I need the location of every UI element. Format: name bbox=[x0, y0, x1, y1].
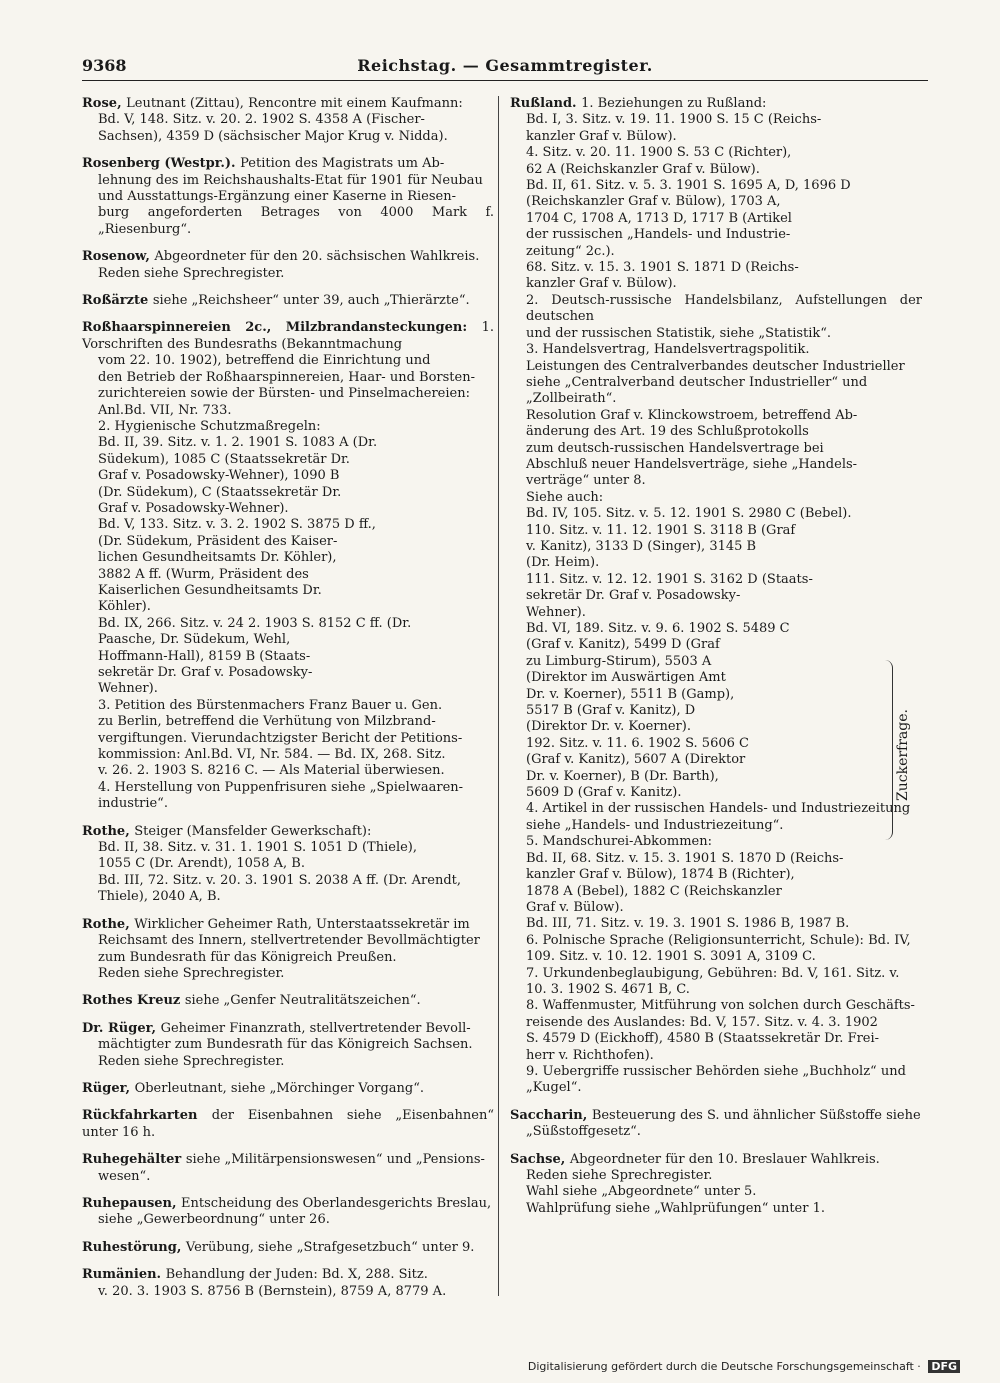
entry-line: zu Berlin, betreffend die Verhütung von Milzbrand- bbox=[98, 714, 436, 730]
entry-line: kanzler Graf v. Bülow). bbox=[526, 128, 677, 144]
entry-line: Rosenberg (Westpr.). Petition des Magistrats um Ab- bbox=[82, 156, 445, 172]
entry-line: lichen Gesundheitsamts Dr. Köhler), bbox=[98, 550, 337, 566]
entry-line: 8. Waffenmuster, Mitführung von solchen durch Geschäfts- bbox=[526, 998, 915, 1014]
entry-line: Rosenow, Abgeordneter für den 20. sächsischen Wahlkreis. bbox=[82, 249, 480, 265]
entry-line: Reden siehe Sprechregister. bbox=[98, 265, 285, 281]
entry-line: Bd. II, 39. Sitz. v. 1. 2. 1901 S. 1083 A (Dr. bbox=[98, 435, 378, 451]
entry-line: verträge“ unter 8. bbox=[526, 473, 646, 489]
entry-line: 2. Deutsch-russische Handelsbilanz, Aufstellungen der deutschen bbox=[526, 292, 922, 325]
entry-line: Wehner). bbox=[526, 604, 586, 620]
entry-line: zu Limburg-Stirum), 5503 A bbox=[526, 653, 712, 669]
entry-line: Rothe, Wirklicher Geheimer Rath, Unterstaatssekretär im bbox=[82, 916, 470, 932]
dfg-logo: DFG bbox=[928, 1360, 960, 1373]
entry-line: den Betrieb der Roßhaarspinnereien, Haar- und Borsten- bbox=[98, 369, 475, 385]
entry-line: Hoffmann-Hall), 8159 B (Staats- bbox=[98, 648, 311, 664]
entry-line: Graf v. Posadowsky-Wehner). bbox=[98, 500, 289, 516]
entry-line: v. Kanitz), 3133 D (Singer), 3145 B bbox=[526, 538, 757, 554]
entry-head: Roßärzte bbox=[82, 293, 153, 309]
entry-line: 2. Hygienische Schutzmaßregeln: bbox=[98, 418, 321, 434]
index-entry bbox=[82, 1081, 494, 1097]
brace-bracket bbox=[882, 660, 893, 840]
entry-line: 4. Herstellung von Puppenfrisuren siehe „Spielwaaren- bbox=[98, 779, 464, 795]
entry-line: Südekum), 1085 C (Staatssekretär Dr. bbox=[98, 451, 350, 467]
entry-line: 192. Sitz. v. 11. 6. 1902 S. 5606 C bbox=[526, 735, 749, 751]
entry-line: v. 20. 3. 1903 S. 8756 B (Bernstein), 8759 A, 8779 A. bbox=[98, 1283, 447, 1299]
entry-line: „Zollbeirath“. bbox=[526, 391, 617, 407]
entry-line: 111. Sitz. v. 12. 12. 1901 S. 3162 D (Staats- bbox=[526, 571, 813, 587]
entry-line: burg angeforderten Betrages von 4000 Mark f. „Riesenburg“. bbox=[98, 205, 494, 237]
entry-line: wesen“. bbox=[98, 1168, 151, 1184]
entry-line: mächtigter zum Bundesrath für das Königreich Sachsen. bbox=[98, 1037, 473, 1053]
entry-line: Bd. VI, 189. Sitz. v. 9. 6. 1902 S. 5489 C bbox=[526, 621, 790, 636]
entry-line: 1704 C, 1708 A, 1713 D, 1717 B (Artikel bbox=[526, 210, 792, 226]
entry-line: 68. Sitz. v. 15. 3. 1901 S. 1871 D (Reichs- bbox=[526, 260, 799, 276]
entry-head: Saccharin, bbox=[510, 1107, 592, 1123]
entry-line: 5. Mandschurei-Abkommen: bbox=[526, 834, 712, 850]
index-entry bbox=[510, 1152, 922, 1218]
entry-line: Rothe, Steiger (Mansfelder Gewerkschaft): bbox=[82, 823, 372, 839]
entry-line: kanzler Graf v. Bülow), 1874 B (Richter), bbox=[526, 867, 795, 883]
index-entry bbox=[82, 1267, 494, 1300]
entry-line: 62 A (Reichskanzler Graf v. Bülow). bbox=[526, 161, 760, 177]
entry-head: Rußland. bbox=[510, 96, 582, 111]
entry-line: Resolution Graf v. Klinckowstroem, betreffend Ab- bbox=[526, 407, 858, 423]
index-entry bbox=[82, 1108, 494, 1141]
entry-line: Roßärzte siehe „Reichsheer“ unter 39, auch „Thierärzte“. bbox=[82, 293, 470, 309]
index-entry bbox=[82, 156, 494, 238]
entry-line: Dr. v. Koerner), B (Dr. Barth), bbox=[526, 768, 719, 784]
entry-line: Bd. I, 3. Sitz. v. 19. 11. 1900 S. 15 C (Reichs- bbox=[526, 112, 822, 128]
index-entry bbox=[510, 96, 922, 1097]
entry-line: 4. Artikel in der russischen Handels- und Industriezeitung bbox=[526, 801, 911, 817]
index-entry bbox=[510, 1108, 922, 1141]
entry-line: Thiele), 2040 A, B. bbox=[98, 889, 221, 905]
entry-line: Graf v. Posadowsky-Wehner), 1090 B bbox=[98, 468, 340, 484]
index-entry bbox=[82, 96, 494, 145]
index-entry bbox=[82, 293, 494, 309]
entry-line: 3882 A ff. (Wurm, Präsident des bbox=[98, 566, 309, 582]
entry-line: (Graf v. Kanitz), 5607 A (Direktor bbox=[526, 752, 746, 768]
entry-line: 6. Polnische Sprache (Religionsunterricht, Schule): Bd. IV, bbox=[526, 932, 911, 948]
index-entry bbox=[82, 1196, 494, 1229]
entry-head: Rosenberg (Westpr.). bbox=[82, 156, 241, 172]
entry-line: Siehe auch: bbox=[526, 489, 604, 505]
entry-line: siehe „Gewerbeordnung“ unter 26. bbox=[98, 1212, 330, 1228]
entry-line: Rumänien. Behandlung der Juden: Bd. X, 288. Sitz. bbox=[82, 1267, 428, 1283]
entry-line: der russischen „Handels- und Industrie- bbox=[526, 227, 791, 243]
entry-line: S. 4579 D (Eickhoff), 4580 B (Staatssekretär Dr. Frei- bbox=[526, 1031, 880, 1047]
entry-head: Rose, bbox=[82, 96, 127, 111]
column-divider bbox=[498, 96, 499, 1296]
entry-line: Reichsamt des Innern, stellvertretender Bevollmächtigter bbox=[98, 933, 480, 949]
entry-line: Kaiserlichen Gesundheitsamts Dr. bbox=[98, 582, 322, 598]
page-number: 9368 bbox=[82, 56, 127, 75]
entry-line: kommission: Anl.Bd. VI, Nr. 584. — Bd. IX, 268. Sitz. bbox=[98, 747, 446, 763]
entry-line: änderung des Art. 19 des Schlußprotokolls bbox=[526, 424, 809, 440]
entry-line: 3. Handelsvertrag, Handelsvertragspolitik. bbox=[526, 342, 810, 358]
entry-line: Wehner). bbox=[98, 681, 158, 697]
entry-line: siehe „Handels- und Industriezeitung“. bbox=[526, 817, 784, 833]
entry-line: 5609 D (Graf v. Kanitz). bbox=[526, 785, 682, 801]
entry-line: Ruhegehälter siehe „Militärpensionswesen“ und „Pensions- bbox=[82, 1152, 485, 1168]
entry-line: und Ausstattungs-Ergänzung einer Kaserne in Riesen- bbox=[98, 189, 456, 205]
entry-line: „Süßstoffgesetz“. bbox=[526, 1124, 641, 1140]
entry-line: 1055 C (Dr. Arendt), 1058 A, B. bbox=[98, 856, 305, 872]
entry-line: Wahlprüfung siehe „Wahlprüfungen“ unter 1. bbox=[526, 1200, 825, 1216]
entry-line: 9. Uebergriffe russischer Behörden siehe „Buchholz“ und bbox=[526, 1063, 906, 1079]
entry-line: Bd. III, 71. Sitz. v. 19. 3. 1901 S. 1986 B, 1987 B. bbox=[526, 916, 850, 932]
entry-line: (Dr. Südekum), C (Staatssekretär Dr. bbox=[98, 484, 342, 500]
entry-line: siehe „Centralverband deutscher Industrieller“ und bbox=[526, 374, 868, 390]
entry-line: zurichtereien sowie der Bürsten- und Pinselmachereien: bbox=[98, 386, 470, 402]
entry-line: 110. Sitz. v. 11. 12. 1901 S. 3118 B (Graf bbox=[526, 522, 796, 538]
entry-head: Ruhepausen, bbox=[82, 1195, 182, 1211]
entry-line: Saccharin, Besteuerung des S. und ähnlicher Süßstoffe siehe bbox=[510, 1107, 921, 1123]
page-header bbox=[82, 56, 928, 81]
entry-head: Dr. Rüger, bbox=[82, 1020, 161, 1036]
index-entry bbox=[82, 249, 494, 282]
entry-head: Rückfahrkarten bbox=[82, 1108, 212, 1124]
index-entry bbox=[82, 917, 494, 983]
entry-line: lehnung des im Reichshaushalts-Etat für 1901 für Neubau bbox=[98, 172, 483, 188]
entry-line: Rothes Kreuz siehe „Genfer Neutralitätszeichen“. bbox=[82, 993, 421, 1009]
left-column bbox=[82, 96, 494, 1311]
entry-head: Sachse, bbox=[510, 1151, 570, 1167]
entry-line: Rußland. 1. Beziehungen zu Rußland: bbox=[510, 96, 767, 111]
entry-line: Köhler). bbox=[98, 599, 151, 615]
entry-line: Reden siehe Sprechregister. bbox=[98, 965, 285, 981]
entry-line: (Graf v. Kanitz), 5499 D (Graf bbox=[526, 637, 720, 653]
entry-line: 4. Sitz. v. 20. 11. 1900 S. 53 C (Richter), bbox=[526, 145, 792, 161]
entry-line: zeitung“ 2c.). bbox=[526, 243, 615, 259]
entry-line: Sachse, Abgeordneter für den 10. Breslauer Wahlkreis. bbox=[510, 1151, 880, 1167]
entry-head: Rosenow, bbox=[82, 249, 155, 265]
index-entry bbox=[82, 1021, 494, 1070]
entry-line: 1878 A (Bebel), 1882 C (Reichskanzler bbox=[526, 883, 782, 899]
entry-line: Bd. II, 68. Sitz. v. 15. 3. 1901 S. 1870 D (Reichs- bbox=[526, 850, 844, 866]
entry-line: Roßhaarspinnereien 2c., Milzbrandansteckungen: 1. Vorschriften des Bundesraths (Bekanntmachung bbox=[82, 320, 494, 352]
entry-head: Ruhegehälter bbox=[82, 1152, 186, 1168]
running-title: Reichstag. — Gesammtregister. bbox=[357, 56, 653, 75]
index-entry bbox=[82, 993, 494, 1009]
footer-text: Digitalisierung gefördert durch die Deutsche Forschungsgemeinschaft · bbox=[527, 1360, 921, 1373]
footer bbox=[528, 1360, 960, 1373]
index-entry bbox=[82, 1240, 494, 1256]
entry-line: Sachsen), 4359 D (sächsischer Major Krug v. Nidda). bbox=[98, 128, 448, 144]
entry-head: Rumänien. bbox=[82, 1267, 166, 1283]
entry-line: Bd. III, 72. Sitz. v. 20. 3. 1901 S. 2038 A ff. (Dr. Arendt, bbox=[98, 872, 462, 888]
entry-line: Wahl siehe „Abgeordnete“ unter 5. bbox=[526, 1184, 757, 1200]
entry-line: Bd. V, 148. Sitz. v. 20. 2. 1902 S. 4358 A (Fischer- bbox=[98, 112, 425, 128]
entry-line: Abschluß neuer Handelsverträge, siehe „Handels- bbox=[526, 456, 858, 472]
entry-line: Bd. IV, 105. Sitz. v. 5. 12. 1901 S. 2980 C (Bebel). bbox=[526, 506, 852, 522]
entry-line: Rose, Leutnant (Zittau), Rencontre mit einem Kaufmann: bbox=[82, 96, 463, 111]
entry-line: Ruhepausen, Entscheidung des Oberlandesgerichts Breslau, bbox=[82, 1195, 492, 1211]
entry-line: Ruhestörung, Verübung, siehe „Strafgesetzbuch“ unter 9. bbox=[82, 1239, 475, 1255]
entry-line: Leistungen des Centralverbandes deutscher Industrieller bbox=[526, 358, 905, 374]
entry-line: Rüger, Oberleutnant, siehe „Mörchinger Vorgang“. bbox=[82, 1080, 425, 1096]
entry-line: 109. Sitz. v. 10. 12. 1901 S. 3091 A, 3109 C. bbox=[526, 949, 816, 965]
entry-head: Rothes Kreuz bbox=[82, 993, 185, 1009]
entry-line: vergiftungen. Vierundachtzigster Bericht der Petitions- bbox=[98, 730, 463, 746]
right-column bbox=[510, 96, 922, 1228]
entry-head: Ruhestörung, bbox=[82, 1239, 186, 1255]
entry-line: herr v. Richthofen). bbox=[526, 1047, 654, 1063]
entry-line: reisende des Auslandes: Bd. V, 157. Sitz. v. 4. 3. 1902 bbox=[526, 1014, 878, 1030]
entry-line: und der russischen Statistik, siehe „Statistik“. bbox=[526, 325, 832, 341]
entry-line: 5517 B (Graf v. Kanitz), D bbox=[526, 703, 696, 719]
entry-line: Rückfahrkarten der Eisenbahnen siehe „Eisenbahnen“ unter 16 h. bbox=[82, 1108, 495, 1140]
entry-line: (Dr. Südekum, Präsident des Kaiser- bbox=[98, 533, 338, 549]
entry-line: (Reichskanzler Graf v. Bülow), 1703 A, bbox=[526, 194, 781, 210]
entry-line: Dr. v. Koerner), 5511 B (Gamp), bbox=[526, 686, 735, 702]
entry-line: Anl.Bd. VII, Nr. 733. bbox=[98, 402, 232, 418]
entry-line: v. 26. 2. 1903 S. 8216 C. — Als Material überwiesen. bbox=[98, 763, 445, 779]
entry-line: Dr. Rüger, Geheimer Finanzrath, stellvertretender Bevoll- bbox=[82, 1020, 471, 1036]
entry-head: Roßhaarspinnereien 2c., Milzbrandansteckungen: bbox=[82, 320, 482, 336]
entry-line: Bd. II, 61. Sitz. v. 5. 3. 1901 S. 1695 A, D, 1696 D bbox=[526, 178, 851, 194]
entry-line: industrie“. bbox=[98, 796, 168, 812]
entry-line: (Direktor Dr. v. Koerner). bbox=[526, 719, 691, 735]
entry-line: kanzler Graf v. Bülow). bbox=[526, 276, 677, 292]
entry-line: „Kugel“. bbox=[526, 1080, 582, 1096]
entry-line: zum Bundesrath für das Königreich Preußen. bbox=[98, 949, 397, 965]
entry-line: Bd. IX, 266. Sitz. v. 24 2. 1903 S. 8152 C ff. (Dr. bbox=[98, 615, 412, 631]
index-entry bbox=[82, 320, 494, 812]
side-label: Zuckerfrage. bbox=[895, 709, 911, 801]
entry-line: (Dr. Heim). bbox=[526, 555, 600, 571]
entry-line: zum deutsch-russischen Handelsvertrage bei bbox=[526, 440, 824, 456]
entry-line: Bd. V, 133. Sitz. v. 3. 2. 1902 S. 3875 D ff., bbox=[98, 517, 376, 533]
entry-line: 7. Urkundenbeglaubigung, Gebühren: Bd. V, 161. Sitz. v. bbox=[526, 965, 900, 981]
index-entry bbox=[82, 1152, 494, 1185]
entry-head: Rothe, bbox=[82, 823, 135, 839]
entry-line: Paasche, Dr. Südekum, Wehl, bbox=[98, 632, 291, 648]
entry-line: (Direktor im Auswärtigen Amt bbox=[526, 670, 726, 686]
entry-line: Graf v. Bülow). bbox=[526, 899, 624, 915]
entry-line: Reden siehe Sprechregister. bbox=[98, 1053, 285, 1069]
entry-line: 10. 3. 1902 S. 4671 B, C. bbox=[526, 981, 690, 997]
entry-head: Rüger, bbox=[82, 1080, 135, 1096]
entry-line: sekretär Dr. Graf v. Posadowsky- bbox=[526, 588, 741, 604]
entry-line: sekretär Dr. Graf v. Posadowsky- bbox=[98, 665, 313, 680]
entry-line: 3. Petition des Bürstenmachers Franz Bauer u. Gen. bbox=[98, 697, 443, 713]
entry-line: Reden siehe Sprechregister. bbox=[526, 1168, 713, 1183]
index-entry bbox=[82, 824, 494, 906]
entry-head: Rothe, bbox=[82, 916, 135, 932]
entry-line: Bd. II, 38. Sitz. v. 31. 1. 1901 S. 1051 D (Thiele), bbox=[98, 840, 418, 856]
entry-line: vom 22. 10. 1902), betreffend die Einrichtung und bbox=[98, 353, 431, 369]
